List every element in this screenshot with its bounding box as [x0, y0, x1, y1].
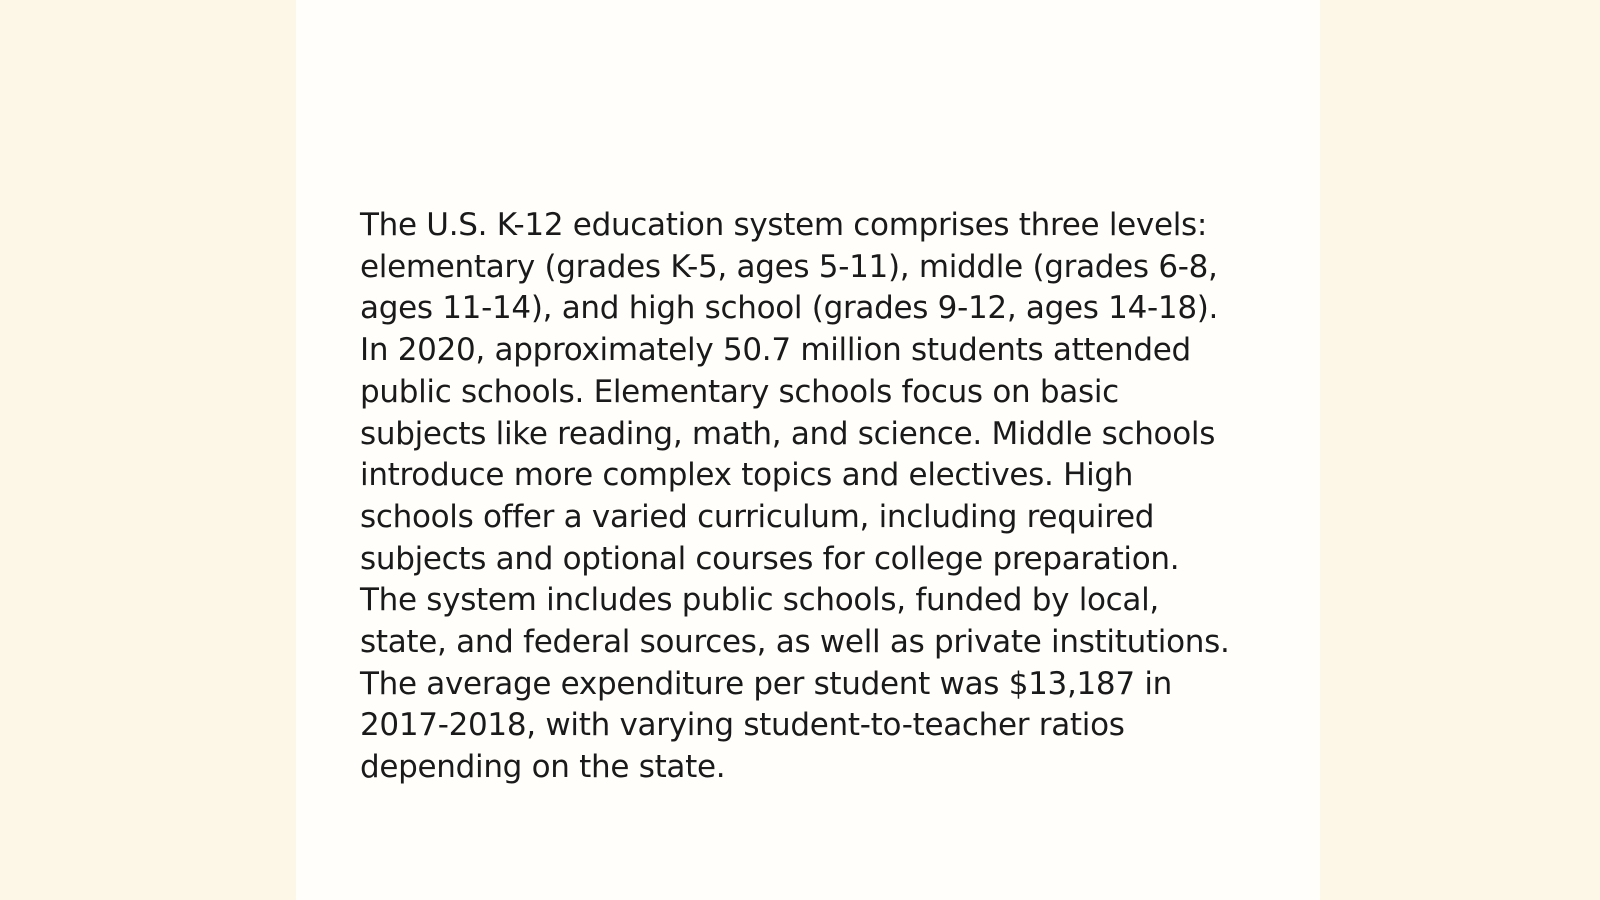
- document-page: [296, 0, 1320, 900]
- body-paragraph: The U.S. K-12 education system comprises three levels: elementary (grades K-5, ages 5-11), middle (grades 6-8, ages 11-14), and high school (grades 9-12, ages 14-18). In 2020, approximately 50.7 million students attended public schools. Elementary schools focus on basic subjects like reading, math, and science. Middle schools introduce more complex topics and electives. High schools offer a varied curriculum, including required subjects and optional courses for college preparation. The system includes public schools, funded by local, state, and federal sources, as well as private institutions. The average expenditure per student was $13,187 in 2017-2018, with varying student-to-teacher ratios depending on the state.: [360, 207, 1230, 786]
